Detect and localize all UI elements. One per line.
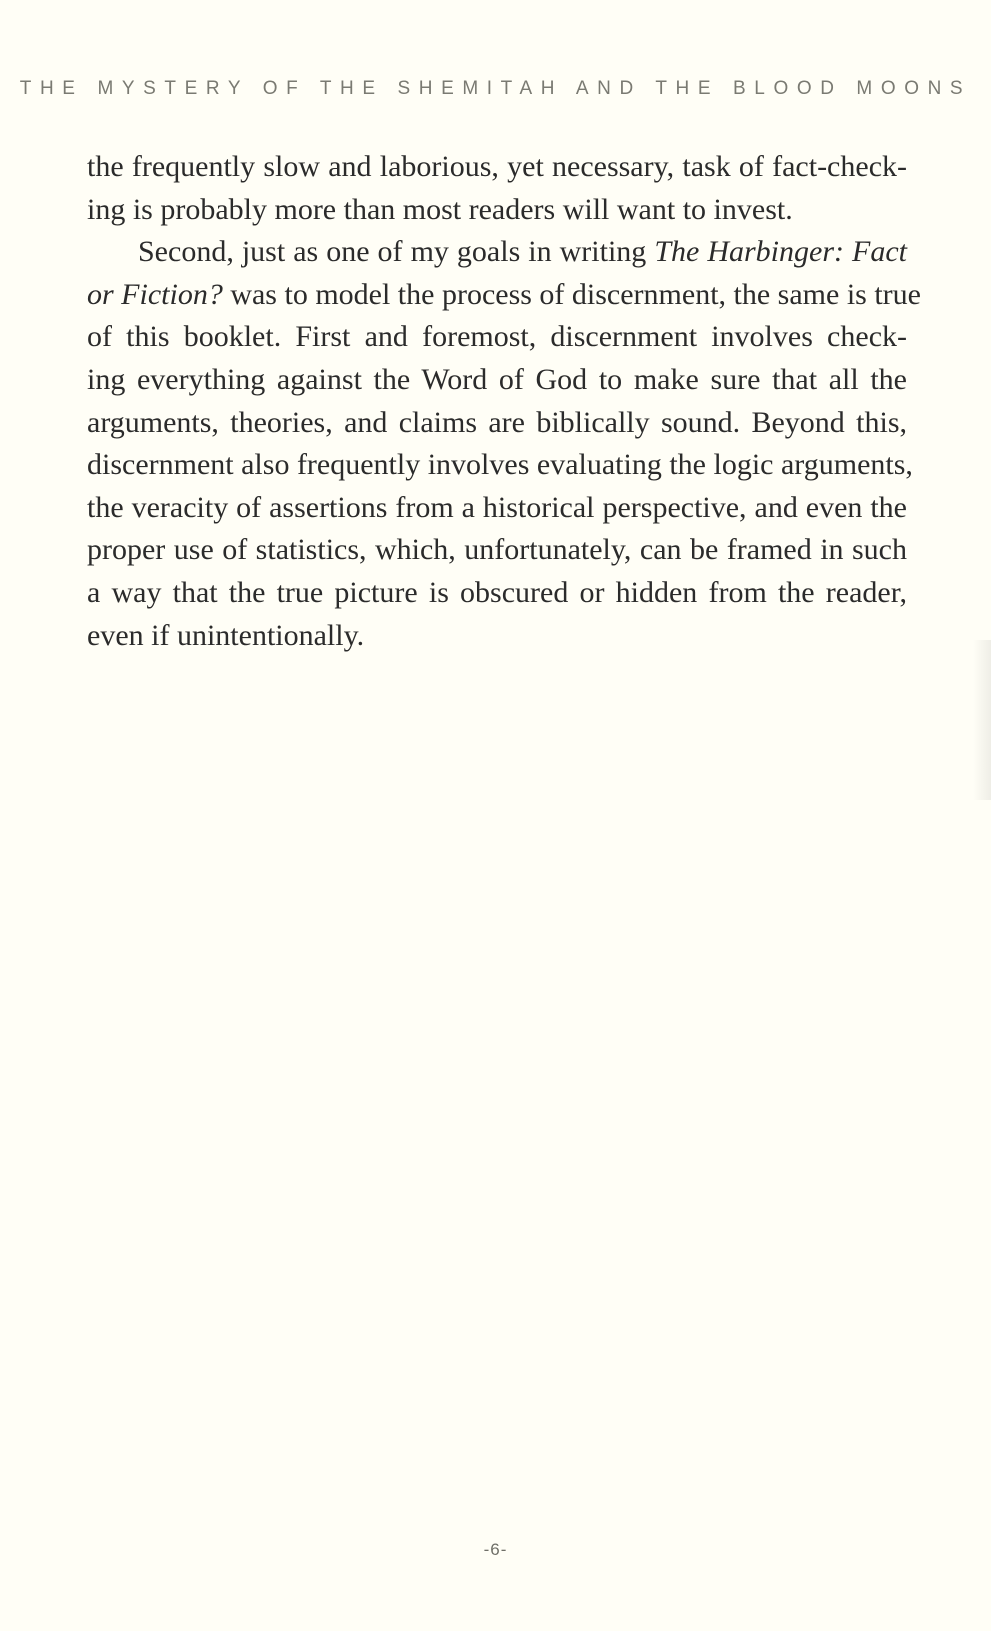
book-title-italic: or Fiction? <box>87 277 223 311</box>
text-line: ing is probably more than most readers will want to invest. <box>87 192 793 226</box>
text-line: even if unintentionally. <box>87 618 365 652</box>
text-span: Second, just as one of my goals in writing <box>138 235 655 269</box>
text-line <box>87 274 921 317</box>
text-line: discernment also frequently involves evaluating the logic arguments, <box>87 448 913 482</box>
text-line: ing everything against the Word of God to make sure that all the <box>87 362 907 396</box>
running-head: THE MYSTERY OF THE SHEMITAH AND THE BLOOD MOONS <box>19 78 972 99</box>
text-line: proper use of statistics, which, unfortunately, can be framed in such <box>87 533 907 567</box>
page-number: -6- <box>483 1540 508 1559</box>
page-edge-shadow <box>973 640 991 800</box>
book-title-italic: The Harbinger: Fact <box>654 235 907 269</box>
text-line: of this booklet. First and foremost, discernment involves check- <box>87 320 907 354</box>
text-line: the frequently slow and laborious, yet necessary, task of fact-check- <box>87 150 907 183</box>
text-line <box>87 231 907 274</box>
body-text <box>87 146 921 657</box>
text-line: arguments, theories, and claims are biblically sound. Beyond this, <box>87 405 907 439</box>
text-span: was to model the process of discernment, the same is true <box>222 277 921 311</box>
text-line: the veracity of assertions from a historical perspective, and even the <box>87 490 907 524</box>
text-line: a way that the true picture is obscured or hidden from the reader, <box>87 575 907 609</box>
